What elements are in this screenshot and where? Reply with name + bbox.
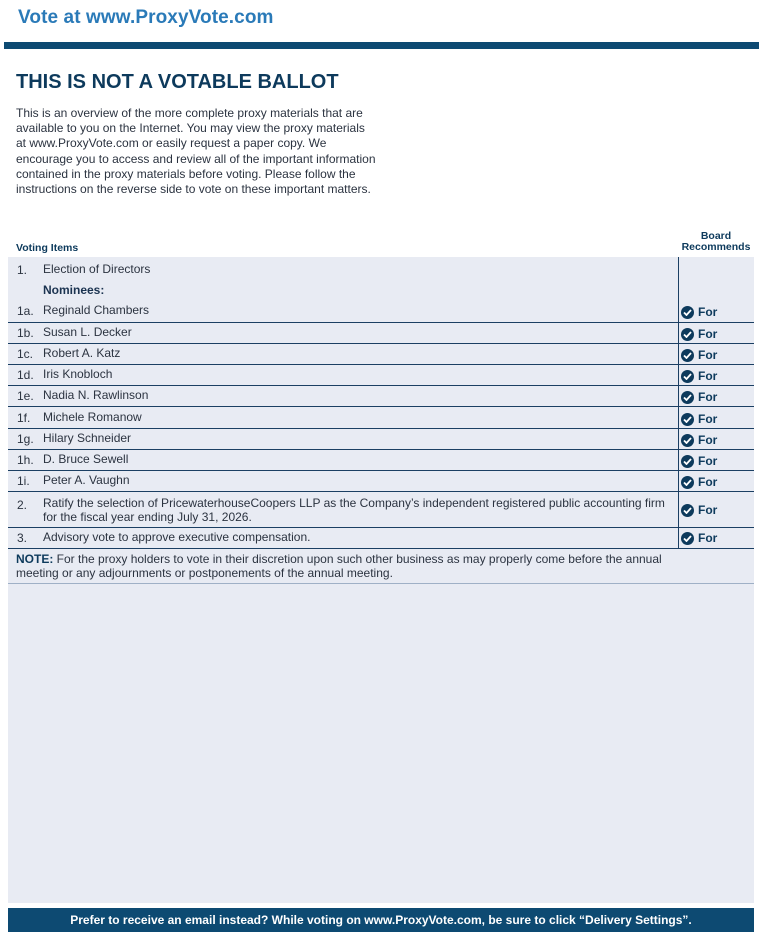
proposal-1-row xyxy=(8,257,754,301)
nominee-name: Hilary Schneider xyxy=(43,431,132,445)
recommendation-label: For xyxy=(698,412,718,426)
checkmark-icon xyxy=(681,328,694,341)
nominee-number: 1e. xyxy=(17,389,34,403)
recommendation-label: For xyxy=(698,503,718,517)
nominee-row xyxy=(8,386,754,407)
nominee-row xyxy=(8,323,754,344)
recommendation-label: For xyxy=(698,327,718,341)
ballot-title: THIS IS NOT A VOTABLE BALLOT xyxy=(16,71,339,93)
nominee-name: D. Bruce Sewell xyxy=(43,452,129,466)
intro-paragraph: This is an overview of the more complete proxy materials that are available to you on the Internet. You may view the proxy materials at www.ProxyVote.com or easily request a paper copy. We encourage you to access and review all of the important information contained in the proxy materials before voting. Please follow the instructions on the reverse side to vote on these important matters. xyxy=(16,106,376,197)
nominee-name: Peter A. Vaughn xyxy=(43,473,130,487)
checkmark-icon xyxy=(681,434,694,447)
header-title: Vote at www.ProxyVote.com xyxy=(18,7,274,28)
nominee-number: 1i. xyxy=(17,474,30,488)
voting-items-header: Voting Items xyxy=(16,242,79,254)
nominee-row xyxy=(8,301,754,323)
header-rule xyxy=(4,42,759,49)
recommendation xyxy=(681,412,717,426)
recommendation xyxy=(681,454,717,468)
note-label: NOTE: xyxy=(16,552,54,566)
checkmark-icon xyxy=(681,349,694,362)
proposal-number: 3. xyxy=(17,531,28,545)
recommendation-label: For xyxy=(698,305,718,319)
proposal-number: 1. xyxy=(17,263,28,277)
board-recommends-header xyxy=(676,231,756,253)
recommendation xyxy=(681,348,717,362)
nominee-number: 1c. xyxy=(17,347,34,361)
recommendation xyxy=(681,531,717,545)
checkmark-icon xyxy=(681,370,694,383)
recommendation-label: For xyxy=(698,433,718,447)
nominee-name: Susan L. Decker xyxy=(43,325,132,339)
recommendation xyxy=(681,475,717,489)
checkmark-icon xyxy=(681,455,694,468)
note xyxy=(16,553,686,580)
nominee-name: Michele Romanow xyxy=(43,410,142,424)
nominee-name: Iris Knobloch xyxy=(43,367,113,381)
recommendation xyxy=(681,327,717,341)
checkmark-icon xyxy=(681,413,694,426)
recommendation-label: For xyxy=(698,348,718,362)
recommendation-label: For xyxy=(698,390,718,404)
recommendation-label: For xyxy=(698,475,718,489)
proposal-text: Election of Directors xyxy=(43,262,151,276)
recommendation-column-divider xyxy=(678,257,679,548)
proposal-text: Advisory vote to approve executive compensation. xyxy=(43,530,311,544)
proposal-2-row xyxy=(8,492,754,528)
nominee-row xyxy=(8,344,754,365)
nominee-number: 1g. xyxy=(17,432,34,446)
nominee-name: Nadia N. Rawlinson xyxy=(43,388,149,402)
board-header-line2: Recommends xyxy=(681,241,751,253)
note-divider xyxy=(8,583,754,584)
nominee-row xyxy=(8,450,754,471)
nominee-name: Reginald Chambers xyxy=(43,303,150,317)
nominee-row xyxy=(8,408,754,429)
checkmark-icon xyxy=(681,306,694,319)
nominee-number: 1f. xyxy=(17,411,31,425)
checkmark-icon xyxy=(681,504,694,517)
proposal-text: Ratify the selection of PricewaterhouseCoopers LLP as the Company’s independent registered public accounting firm for the fiscal year ending July 31, 2026. xyxy=(43,496,665,524)
note-text: For the proxy holders to vote in their discretion upon such other business as may properly come before the annual meeting or any adjournments or postponements of the annual meeting. xyxy=(16,552,662,580)
proposal-number: 2. xyxy=(17,498,28,512)
nominee-number: 1h. xyxy=(17,453,34,467)
nominee-number: 1a. xyxy=(17,304,34,318)
nominee-name: Robert A. Katz xyxy=(43,346,121,360)
footer-banner: Prefer to receive an email instead? While voting on www.ProxyVote.com, be sure to click “Delivery Settings”. xyxy=(8,908,754,932)
recommendation xyxy=(681,305,717,319)
nominee-number: 1d. xyxy=(17,368,34,382)
recommendation xyxy=(681,390,717,404)
checkmark-icon xyxy=(681,532,694,545)
checkmark-icon xyxy=(681,391,694,404)
nominees-label: Nominees: xyxy=(43,283,105,297)
recommendation-label: For xyxy=(698,369,718,383)
nominee-row xyxy=(8,365,754,386)
proposal-3-row xyxy=(8,528,754,549)
checkmark-icon xyxy=(681,476,694,489)
recommendation xyxy=(681,369,717,383)
recommendation-label: For xyxy=(698,454,718,468)
recommendation xyxy=(681,503,717,517)
board-header-line1: Board xyxy=(700,230,732,242)
recommendation xyxy=(681,433,717,447)
nominee-row xyxy=(8,429,754,450)
nominee-number: 1b. xyxy=(17,326,34,340)
recommendation-label: For xyxy=(698,531,718,545)
nominee-row xyxy=(8,471,754,492)
